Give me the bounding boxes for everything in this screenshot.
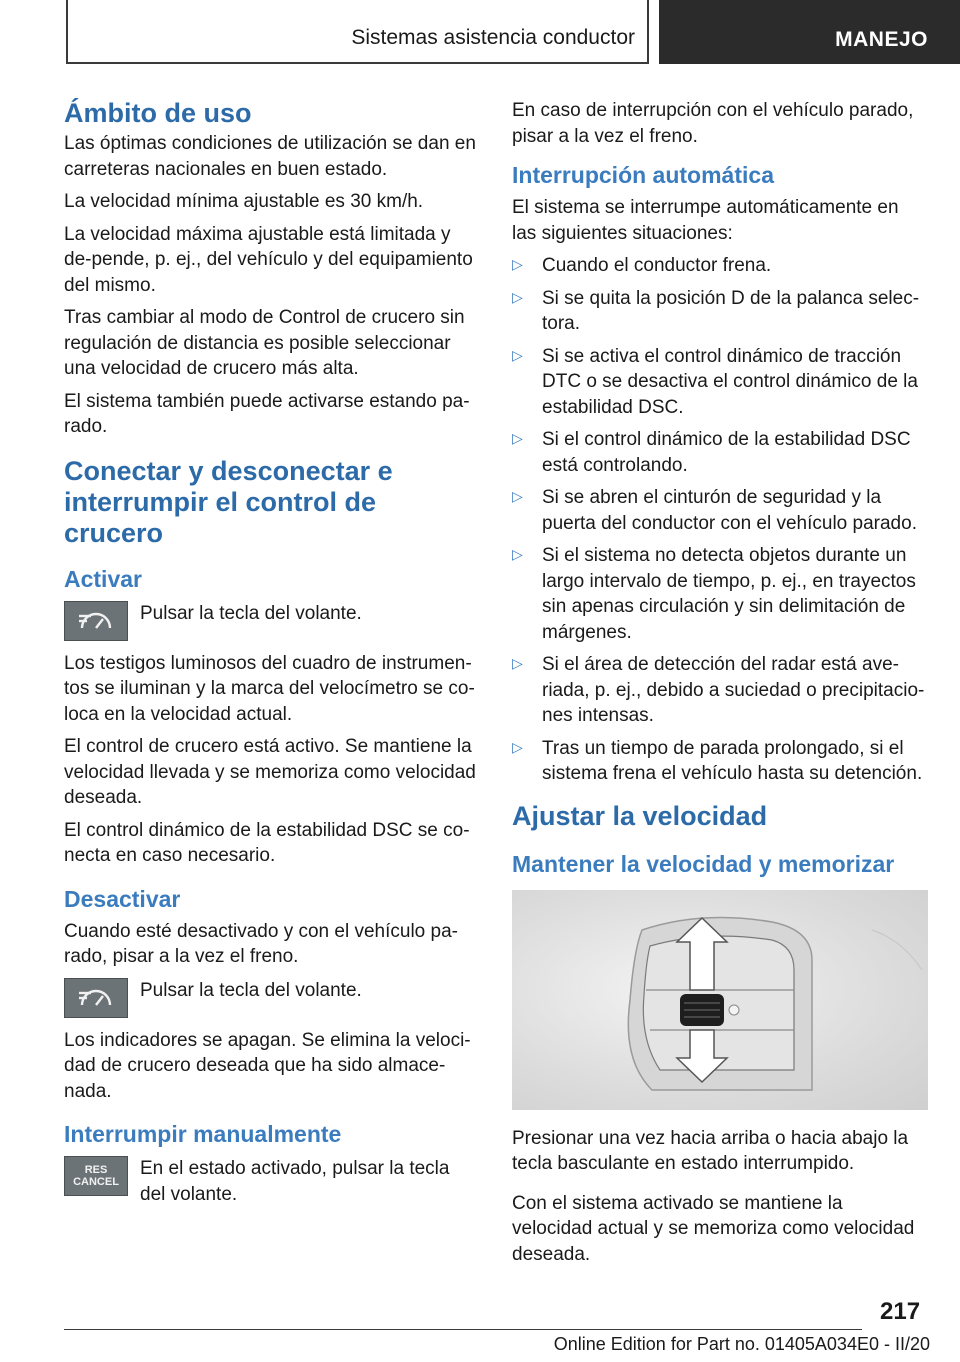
list-item: ▷ Si se abren el cinturón de seguridad y la puerta del conductor con el vehículo parado. [512,487,917,534]
list-item: ▷ Si el control dinámico de la estabilidad DSC está controlando. [512,429,911,476]
list-item: ▷ Si se quita la posición D de la palanca selec‐tora. [512,287,920,334]
paragraph: Con el sistema activado se mantiene la velocidad actual y se memoriza como velocidad deseada. [512,1192,915,1265]
paragraph: Tras cambiar al modo de Control de crucero sin regulación de distancia es posible seleccionar una velocidad de crucero más alta. [64,307,465,379]
speedometer-icon [76,608,116,634]
heading-interrupcion-automatica: Interrupción automática [512,162,774,188]
paragraph: El control de crucero está activo. Se mantiene la velocidad llevada y se memoriza como velocidad deseada. [64,736,476,808]
footer-divider [64,1329,862,1330]
paragraph: Presionar una vez hacia arriba o hacia abajo la tecla basculante en estado interrumpido. [512,1127,909,1174]
interrumpir-key-text: En el estado activado, pulsar la tecla del volante. [140,1158,450,1205]
desactivar-key-text: Pulsar la tecla del volante. [140,979,362,1001]
paragraph: El sistema se interrumpe automáticamente en las siguientes situaciones: [512,197,899,244]
activar-key-text: Pulsar la tecla del volante. [140,602,362,624]
list-item: ▷ Si el área de detección del radar está ave‐riada, p. ej., debido a suciedad o precipitacio‐nes intensas. [512,654,925,726]
paragraph: El control dinámico de la estabilidad DSC se co‐necta en caso necesario. [64,819,470,866]
paragraph: Cuando esté desactivado y con el vehículo pa‐rado, pisar a la vez el freno. [64,920,458,967]
list-item: ▷ Si el sistema no detecta objetos durante un largo intervalo de tiempo, p. ej., en trayectos sin apenas circulación y sin delimitación de márgenes. [512,545,916,643]
heading-ajustar-velocidad: Ajustar la velocidad [512,800,768,831]
triangle-bullet-icon: ▷ [512,289,523,306]
heading-conectar: Conectar y desconectar e interrumpir el control de crucero [64,455,393,548]
triangle-bullet-icon: ▷ [512,431,523,447]
steering-wheel-rocker-illustration [512,890,928,1110]
paragraph: El sistema también puede activarse estando pa‐rado. [64,390,470,437]
triangle-bullet-icon: ▷ [512,739,523,756]
cruise-control-key-icon [64,601,128,641]
speedometer-icon [76,985,116,1011]
triangle-bullet-icon: ▷ [512,489,523,505]
interrumpir-key-row [64,1156,480,1207]
paragraph: La velocidad máxima ajustable está limitada y de‐pende, p. ej., del vehículo y del equipamiento del mismo. [64,223,473,296]
activar-key-row [64,601,480,641]
paragraph: Los testigos luminosos del cuadro de instrumen‐tos se iluminan y la marca del velocímetro se co‐loca en la velocidad actual. [64,652,475,725]
heading-interrumpir: Interrumpir manualmente [64,1121,342,1147]
heading-activar: Activar [64,565,142,592]
header-chapter-tab [659,0,960,64]
heading-mantener-velocidad: Mantener la velocidad y memorizar [512,850,895,877]
heading-ambito: Ámbito de uso [64,98,252,128]
header-section-tab [66,0,649,64]
header-chapter-title: MANEJO [835,28,928,51]
res-cancel-label: RES CANCEL [73,1164,119,1188]
list-item: ▷ Tras un tiempo de parada prolongado, si el sistema frena el vehículo hasta su detención. [512,737,923,784]
heading-desactivar: Desactivar [64,885,181,912]
triangle-bullet-icon: ▷ [512,257,523,273]
paragraph: Las óptimas condiciones de utilización se dan en carreteras nacionales en buen estado. [64,133,476,180]
list-item: ▷ Si se activa el control dinámico de tracción DTC o se desactiva el control dinámico de la estabilidad DSC. [512,345,918,418]
steering-wheel-rocker-photo [512,890,928,1110]
list-item: ▷ Cuando el conductor frena. [512,253,928,279]
res-cancel-key-icon [64,1156,128,1196]
situations-list [512,253,928,787]
triangle-bullet-icon: ▷ [512,347,523,364]
desactivar-key-row [64,978,480,1018]
cruise-control-key-icon [64,978,128,1018]
left-column [64,98,480,1217]
header-section-title: Sistemas asistencia conductor [351,26,635,49]
paragraph: La velocidad mínima ajustable es 30 km/h. [64,191,424,212]
page-number: 217 [880,1298,921,1325]
triangle-bullet-icon: ▷ [512,547,523,563]
paragraph: En caso de interrupción con el vehículo parado, pisar a la vez el freno. [512,100,914,147]
footer-edition: Online Edition for Part no. 01405A034E0 - II/20 [553,1334,930,1354]
paragraph: Los indicadores se apagan. Se elimina la veloci‐dad de crucero deseada que ha sido almace‐nada. [64,1029,471,1102]
triangle-bullet-icon: ▷ [512,656,523,672]
right-column [512,98,928,1274]
